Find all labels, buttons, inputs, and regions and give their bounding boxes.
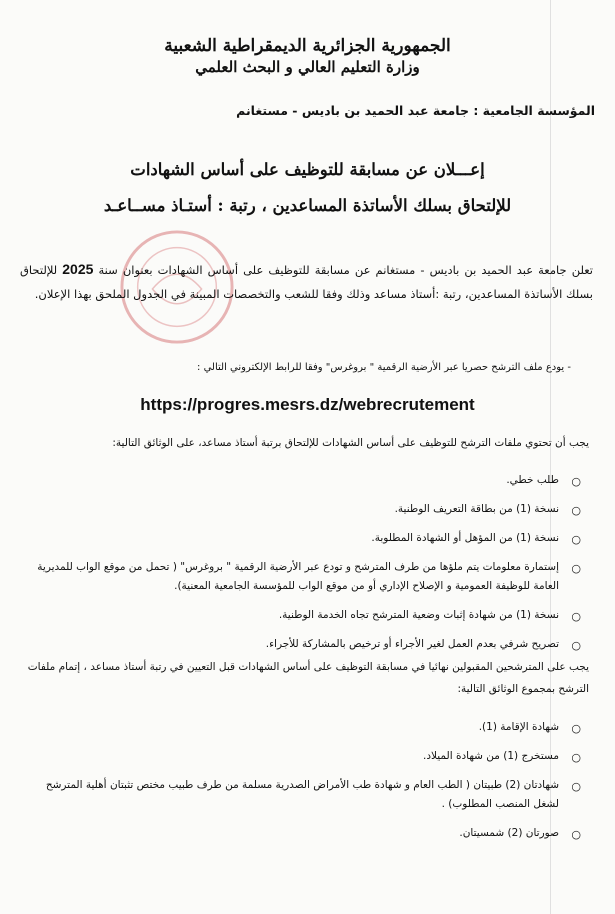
list-item: ○ شهادتان (2) طبيتان ( الطب العام و شهادة طب الأمراض الصدرية مسلمة من طرف طبيب مختص تثبتان أهلية المترشح لشغل المنصب المطلوب) . [45,779,581,810]
republic-header: الجمهورية الجزائرية الديمقراطية الشعبية [164,36,451,56]
section2-list [20,718,581,853]
bullet-circle-icon: ○ [571,475,581,488]
list-item: ○ شهادة الإقامة (1). [20,718,581,737]
bullet-circle-icon: ○ [571,828,581,841]
list-item: ○ نسخة (1) من المؤهل أو الشهادة المطلوبة. [20,529,581,548]
institution-line: المؤسسة الجامعية : جامعة عبد الحميد بن باديس - مستغانم [236,103,595,118]
list-item: ○ نسخة (1) من شهادة إثبات وضعية المترشح تجاه الخدمة الوطنية. [20,606,581,625]
section2-lead: يجب على المترشحين المقبولين نهائيا في مسابقة التوظيف على أساس الشهادات قبل التعيين في رتبة أستاذ مساعد ، إتمام ملفات الترشح بمجموع الوثائق التالية: [27,661,589,695]
section1-lead: يجب أن تحتوي ملفات الترشح للتوظيف على أساس الشهادات للإلتحاق برتبة أستاذ مساعد، على الوثائق التالية: [112,437,589,449]
bullet-circle-icon: ○ [571,533,581,546]
section1-list [20,471,581,664]
intro-paragraph [20,257,593,306]
list-item: ○ طلب خطي. [20,471,581,490]
bullet-circle-icon: ○ [571,562,581,575]
bullet-circle-icon: ○ [571,639,581,652]
list-item: ○ تصريح شرفي بعدم العمل لغير الأجراء أو ترخيص بالمشاركة للأجراء. [20,635,581,654]
announcement-title-line1: إعـــلان عن مسابقة للتوظيف على أساس الشهادات [130,160,485,179]
bullet-circle-icon: ○ [571,722,581,735]
bullet-circle-icon: ○ [571,780,581,793]
competition-year: 2025 [62,261,94,277]
ministry-header: وزارة التعليم العالي و البحث العلمي [195,58,420,76]
deposit-note: - يودع ملف الترشح حصريا عبر الأرضية الرقمية " بروغرس" وفقا للرابط الإلكتروني التالي : [197,362,571,373]
bullet-circle-icon: ○ [571,504,581,517]
intro-text-part1: تعلن جامعة عبد الحميد بن باديس - مستغانم عن مسابقة للتوظيف على أساس الشهادات بعنوان سنة [98,263,594,277]
list-item: ○ مستخرج (1) من شهادة الميلاد. [20,747,581,766]
list-item: ○ نسخة (1) من بطاقة التعريف الوطنية. [20,500,581,519]
announcement-title-line2: للإلتحاق بسلك الأساتذة المساعدين ، رتبة : أستـاذ مســاعـد [103,196,512,215]
list-item: ○ إستمارة معلومات يتم ملؤها من طرف المترشح و تودع عبر الأرضية الرقمية " بروغرس" ( تحمل من موقع الواب للمديرية العامة للوظيفة العمومية و الإصلاح الإداري أو من موقع الواب للمؤسسة الجامعية المعنية). [37,561,581,592]
bullet-circle-icon: ○ [571,610,581,623]
bullet-circle-icon: ○ [571,751,581,764]
list-item: ○ صورتان (2) شمسيتان. [20,824,581,843]
intro-text-part2: للإلتحاق بسلك الأساتذة المساعدين، رتبة :أستاذ مساعد وذلك وفقا للشعب والتخصصات المبينة في الجدول الملحق بهذا الإعلان. [20,263,593,301]
application-url[interactable]: https://progres.mesrs.dz/webrecrutement [140,395,475,414]
